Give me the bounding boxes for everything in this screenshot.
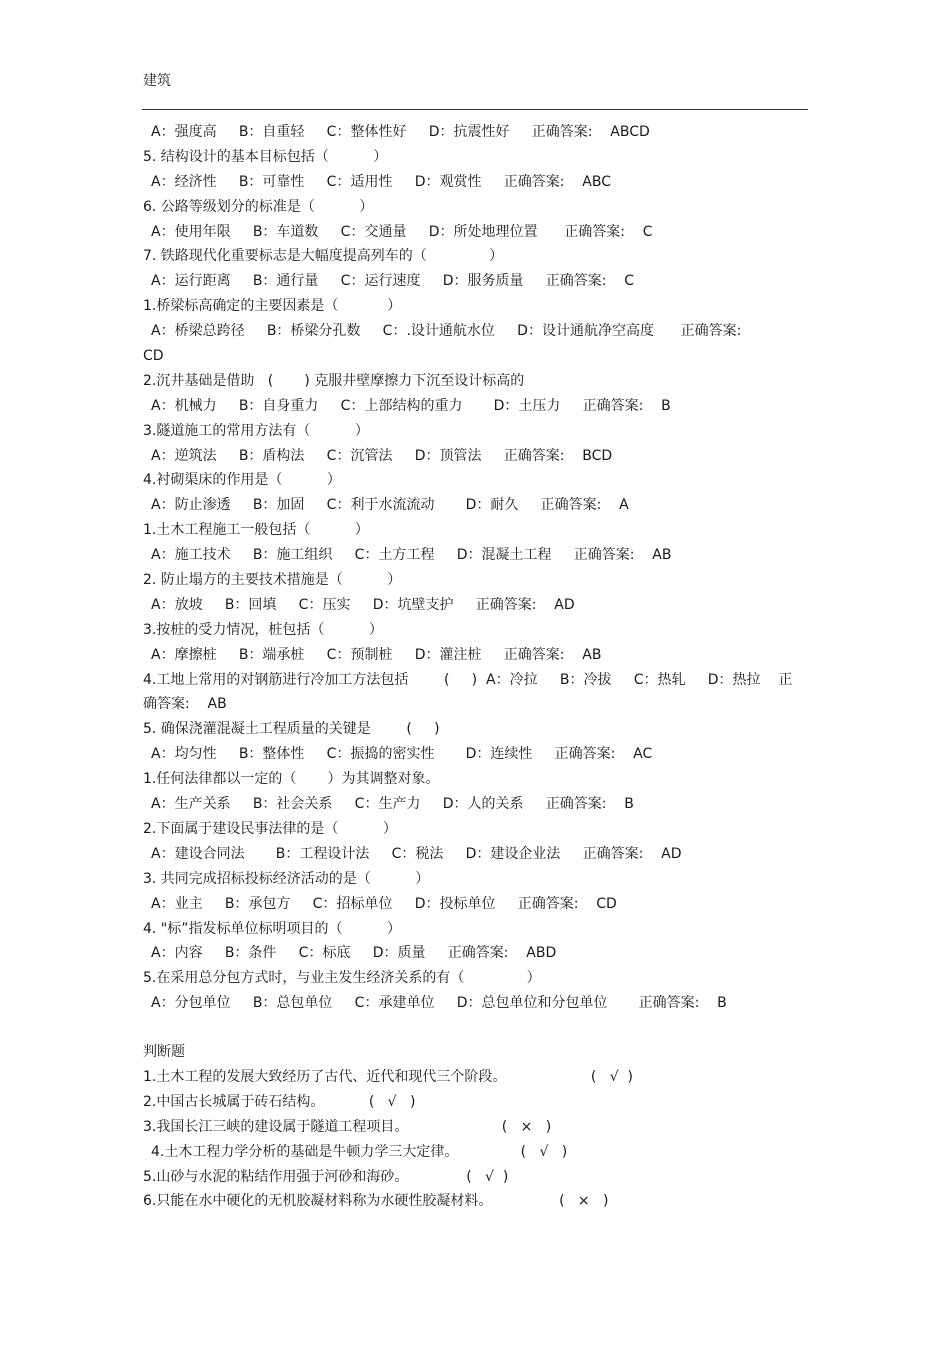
question-line: A：防止渗透 B：加固 C：利于水流流动 D：耐久 正确答案: A: [151, 497, 629, 514]
question-line: 4.工地上常用的对钢筋进行冷加工方法包括 ( ) A：冷拉 B：冷拔 C：热轧 D：热拉 正: [143, 671, 793, 688]
question-line: A：使用年限 B：车道数 C：交通量 D：所处地理位置 正确答案: C: [151, 223, 653, 240]
question-line: A：逆筑法 B：盾构法 C：沉管法 D：顶管法 正确答案: BCD: [151, 447, 613, 464]
section-spacer: [143, 1016, 809, 1040]
question-line: A：放坡 B：回填 C：压实 D：坑壁支护 正确答案: AD: [151, 596, 575, 613]
question-line: A：施工技术 B：施工组织 C：土方工程 D：混凝土工程 正确答案: AB: [151, 547, 672, 564]
question-line: 2.下面属于建设民事法律的是（ ）: [143, 820, 397, 837]
question-line: 5.在采用总分包方式时，与业主发生经济关系的有（ ）: [143, 970, 541, 987]
question-line: 4. "标”指发标单位标明项目的（ ）: [143, 920, 402, 937]
true-false-section-title: 判断题: [143, 1044, 185, 1061]
true-false-item: 5.山砂与水泥的粘结作用强于河砂和海砂。 ( √ ): [143, 1168, 509, 1185]
question-line: 2.沉井基础是借助 ( ) 克服井壁摩擦力下沉至设计标高的: [143, 372, 525, 389]
question-line: 1.土木工程施工一般包括（ ）: [143, 522, 369, 539]
question-line: 3.隧道施工的常用方法有（ ）: [143, 422, 369, 439]
question-line: A：运行距离 B：通行量 C：运行速度 D：服务质量 正确答案: C: [151, 273, 635, 290]
question-line: 2. 防止塌方的主要技术措施是（ ）: [143, 572, 402, 589]
question-line: 4.衬砌渠床的作用是（ ）: [143, 472, 341, 489]
question-line: A：分包单位 B：总包单位 C：承建单位 D：总包单位和分包单位 正确答案: B: [151, 995, 727, 1012]
question-line: 6. 公路等级划分的标准是（ ）: [143, 198, 374, 215]
question-line: 3. 共同完成招标投标经济活动的是（ ）: [143, 870, 430, 887]
question-line: A：均匀性 B：整体性 C：振捣的密实性 D：连续性 正确答案: AC: [151, 746, 653, 763]
true-false-list: [143, 1065, 809, 1214]
question-line: CD: [143, 348, 164, 365]
true-false-item: 2.中国古长城属于砖石结构。 ( √ ): [143, 1093, 416, 1110]
question-line: 5. 确保浇灌混凝土工程质量的关键是 ( ): [143, 721, 440, 738]
question-line: A：内容 B：条件 C：标底 D：质量 正确答案: ABD: [151, 945, 557, 962]
question-line: A：摩擦桩 B：端承桩 C：预制桩 D：灌注桩 正确答案: AB: [151, 646, 602, 663]
question-line: A：机械力 B：自身重力 C：上部结构的重力 D：土压力 正确答案: B: [151, 397, 671, 414]
header-divider: [142, 109, 808, 110]
page-header-title: 建筑: [143, 73, 171, 89]
question-line: 5. 结构设计的基本目标包括（ ）: [143, 148, 388, 165]
question-line: 1.桥梁标高确定的主要因素是（ ）: [143, 298, 402, 315]
question-line: A：强度高 B：自重轻 C：整体性好 D：抗震性好 正确答案: ABCD: [151, 124, 650, 140]
question-line: A：桥梁总跨径 B：桥梁分孔数 C：.设计通航水位 D：设计通航净空高度 正确答案:: [151, 323, 742, 340]
multiple-choice-list: [143, 120, 809, 1016]
question-line: 1.任何法律都以一定的（ ）为其调整对象。: [143, 771, 440, 788]
question-line: A：建设合同法 B：工程设计法 C：税法 D：建设企业法 正确答案: AD: [151, 845, 682, 862]
true-false-item: 4.土木工程力学分析的基础是牛顿力学三大定律。 ( √ ): [151, 1143, 568, 1160]
question-line: A：经济性 B：可靠性 C：适用性 D：观赏性 正确答案: ABC: [151, 173, 611, 190]
true-false-item: 3.我国长江三峡的建设属于隧道工程项目。 ( × ): [143, 1118, 552, 1135]
question-line: 确答案: AB: [143, 696, 227, 713]
true-false-item: 1.土木工程的发展大致经历了古代、近代和现代三个阶段。 ( √ ): [143, 1068, 634, 1085]
true-false-item: 6.只能在水中硬化的无机胶凝材料称为水硬性胶凝材料。 ( × ): [143, 1193, 609, 1210]
question-line: 7. 铁路现代化重要标志是大幅度提高列车的（ ）: [143, 248, 504, 265]
document-body: [143, 120, 809, 1214]
question-line: A：业主 B：承包方 C：招标单位 D：投标单位 正确答案: CD: [151, 895, 617, 912]
question-line: 3.按桩的受力情况，桩包括（ ）: [143, 621, 383, 638]
question-line: A：生产关系 B：社会关系 C：生产力 D：人的关系 正确答案: B: [151, 796, 634, 813]
